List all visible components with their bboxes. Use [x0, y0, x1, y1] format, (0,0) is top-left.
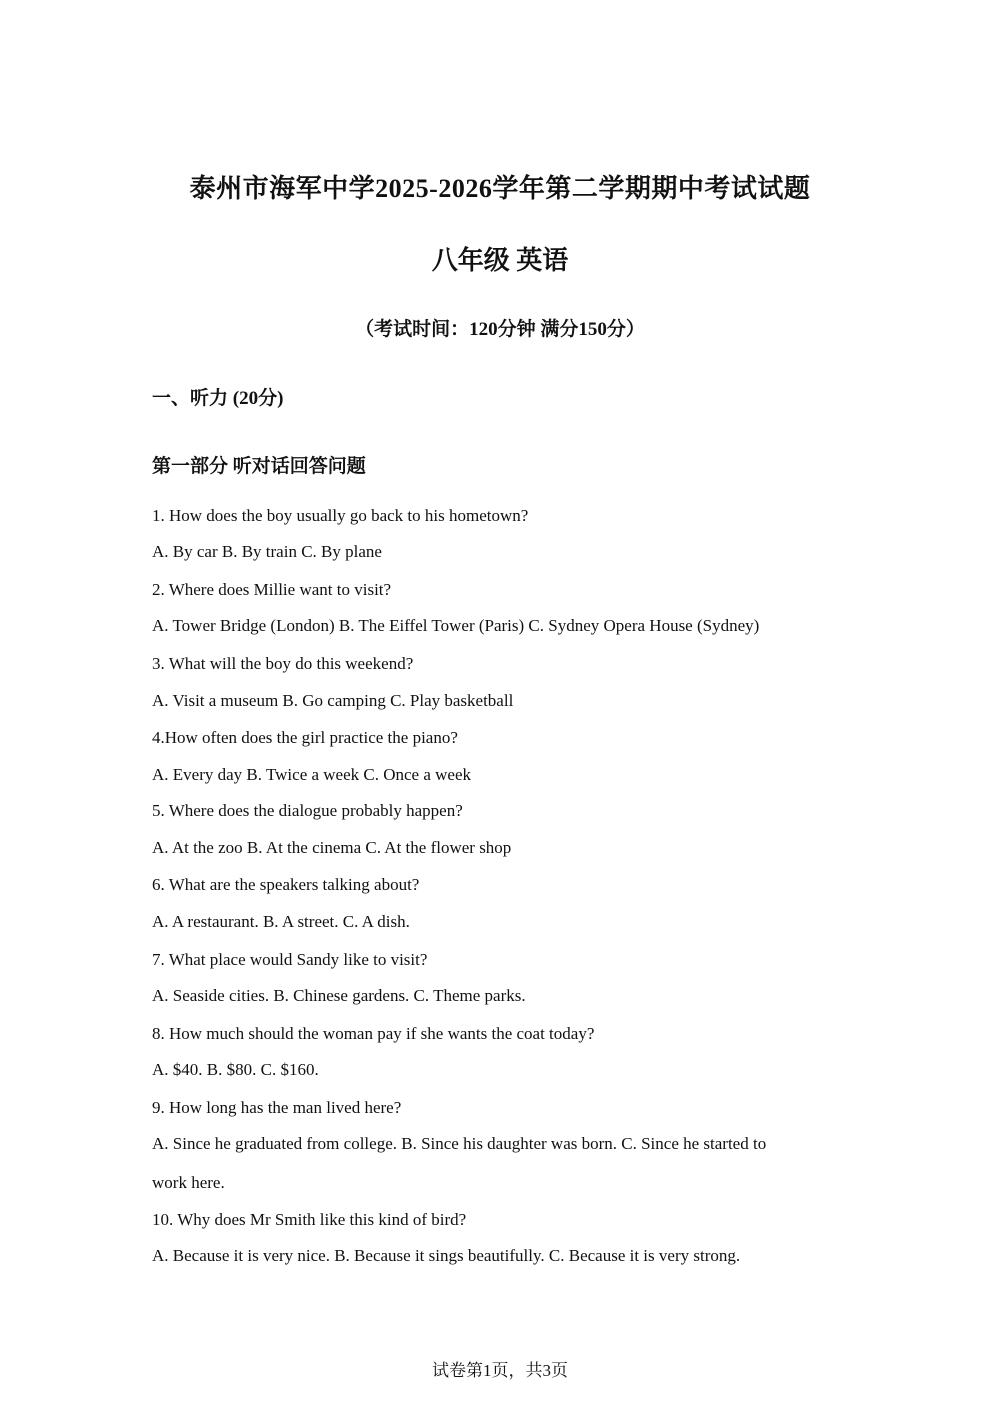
page-footer: 试卷第1页，共3页 — [432, 1361, 568, 1380]
question-5-options: A. At the zoo B. At the cinema C. At the flower shop — [152, 838, 512, 857]
exam-subtitle: 八年级 英语 — [431, 246, 569, 275]
question-6: 6. What are the speakers talking about? — [152, 875, 420, 894]
question-8-options: A. $40. B. $80. C. $160. — [152, 1060, 319, 1079]
exam-title: 泰州市海军中学2025-2026学年第二学期期中考试试题 — [189, 174, 811, 203]
question-2-options: A. Tower Bridge (London) B. The Eiffel Tower (Paris) C. Sydney Opera House (Sydney) — [152, 616, 760, 635]
question-2: 2. Where does Millie want to visit? — [152, 580, 392, 599]
section-heading: 一、听力 (20分) — [152, 388, 284, 409]
part-heading: 第一部分 听对话回答问题 — [152, 456, 366, 477]
question-3: 3. What will the boy do this weekend? — [152, 654, 414, 673]
question-7-options: A. Seaside cities. B. Chinese gardens. C. Theme parks. — [152, 986, 526, 1005]
question-9-options: A. Since he graduated from college. B. Since his daughter was born. C. Since he started to — [152, 1134, 767, 1153]
question-10: 10. Why does Mr Smith like this kind of bird? — [152, 1210, 467, 1229]
question-4: 4.How often does the girl practice the piano? — [152, 728, 458, 747]
question-9-options-cont: work here. — [152, 1173, 225, 1192]
question-6-options: A. A restaurant. B. A street. C. A dish. — [152, 912, 410, 931]
question-1: 1. How does the boy usually go back to his hometown? — [152, 506, 529, 525]
question-7: 7. What place would Sandy like to visit? — [152, 950, 428, 969]
question-4-options: A. Every day B. Twice a week C. Once a week — [152, 765, 472, 784]
question-5: 5. Where does the dialogue probably happen? — [152, 801, 463, 820]
question-8: 8. How much should the woman pay if she wants the coat today? — [152, 1024, 595, 1043]
question-3-options: A. Visit a museum B. Go camping C. Play basketball — [152, 691, 514, 710]
exam-info: （考试时间：120分钟 满分150分） — [355, 319, 645, 340]
question-1-options: A. By car B. By train C. By plane — [152, 542, 382, 561]
question-9: 9. How long has the man lived here? — [152, 1098, 402, 1117]
question-10-options: A. Because it is very nice. B. Because it sings beautifully. C. Because it is very strong. — [152, 1246, 741, 1265]
